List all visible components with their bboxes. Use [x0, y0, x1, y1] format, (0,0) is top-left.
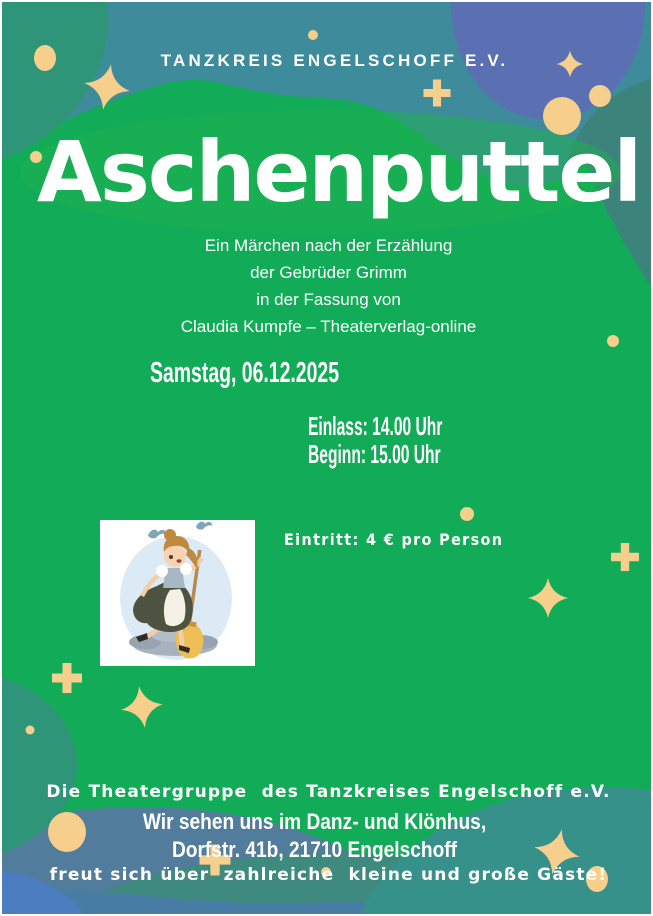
organization-label: TANZKREIS ENGELSCHOFF E.V. [160, 51, 509, 70]
einlass-time: Einlass: 14.00 Uhr [308, 411, 443, 441]
venue-line: Wir sehen uns im Danz- und Klönhus, [142, 809, 487, 834]
cinderella-image [100, 520, 255, 666]
dot-decoration [460, 507, 474, 521]
subtitle-line: in der Fassung von [256, 290, 401, 309]
dot-decoration [308, 30, 318, 40]
venue-block [43, 808, 587, 864]
subtitle-line: der Gebrüder Grimm [250, 263, 407, 282]
circle-decoration [589, 85, 611, 107]
venue-line: Dorfstr. 41b, 21710 Engelschoff [171, 837, 458, 862]
subtitle-block [2, 232, 653, 340]
admission-price: Eintritt: 4 € pro Person [284, 530, 504, 549]
beginn-time: Beginn: 15.00 Uhr [308, 438, 441, 469]
event-date: Samstag, 06.12.2025 [150, 357, 340, 389]
announcement-line: Die Theatergruppe des Tanzkreises Engelschoff e.V. [46, 782, 611, 802]
event-times [308, 413, 442, 468]
subtitle-line: Ein Märchen nach der Erzählung [204, 236, 453, 255]
subtitle-line: Claudia Kumpfe – Theaterverlag-online [180, 317, 477, 336]
announcement-line: freut sich über zahlreiche kleine und große Gäste! [49, 864, 608, 885]
cinderella-illustration [100, 520, 255, 666]
poster-title: Aschenputtel [36, 123, 641, 221]
bird-icon [148, 522, 212, 539]
